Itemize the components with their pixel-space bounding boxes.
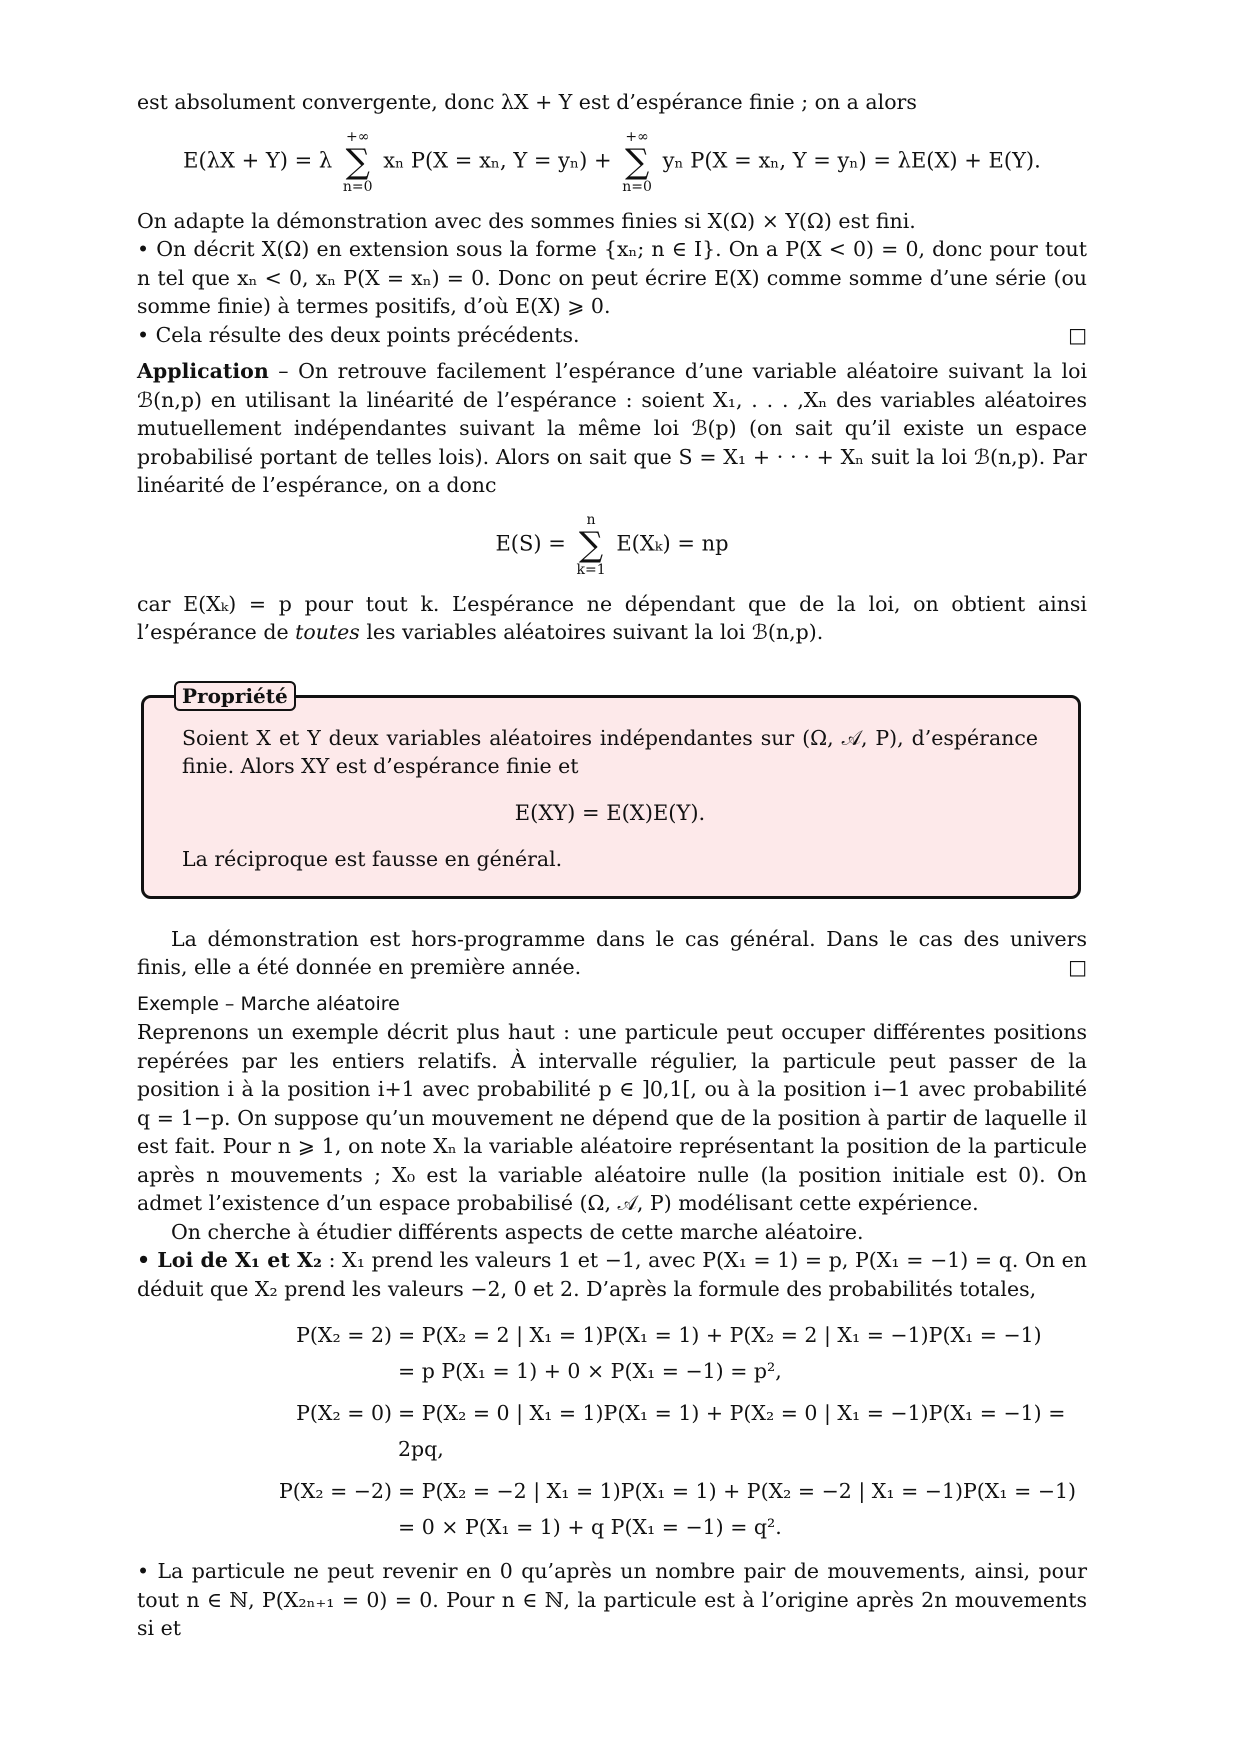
property-box: [141, 683, 1081, 899]
binomial-equation: E(S) = n ∑ k=1 E(Xₖ) = np: [495, 511, 729, 578]
proof-paragraph: La démonstration est hors-programme dans le cas général. Dans le cas des univers finis, elle a été donnée en première année. □: [137, 925, 1087, 982]
qed-symbol: □: [1068, 955, 1087, 979]
eq-mid2: yₙ P(X = xₙ, Y = yₙ) = λE(X) + E(Y).: [662, 148, 1041, 172]
aligned-equations: [137, 1317, 1087, 1545]
monotony-point: • Cela résulte des deux points précédents. □: [137, 321, 1087, 350]
law-label: • Loi de X₁ et X₂: [137, 1248, 322, 1272]
eq-mid1: xₙ P(X = xₙ, Y = yₙ) +: [383, 148, 612, 172]
application-conclusion: car E(Xₖ) = p pour tout k. L’espérance ne dépendant que de la loi, on obtient ainsi l’espérance de toutes les variables aléatoires suivant la loi ℬ(n,p).: [137, 591, 1087, 644]
linearity-equation: [137, 129, 1087, 195]
sum-symbol: +∞ ∑ n=0: [342, 128, 373, 195]
sum-symbol: +∞ ∑ n=0: [622, 128, 652, 195]
equation-row: P(X₂ = 2) = P(X₂ = 2 | X₁ = 1)P(X₁ = 1) + P(X₂ = 2 | X₁ = −1)P(X₁ = −1): [296, 1323, 1042, 1347]
last-paragraph: • La particule ne peut revenir en 0 qu’après un nombre pair de mouvements, ainsi, pour tout n ∈ ℕ, P(X₂ₙ₊₁ = 0) = 0. Pour n ∈ ℕ, la particule est à l’origine après 2n mouvements si et: [137, 1559, 1087, 1640]
page-content: [137, 88, 1087, 1643]
qed-symbol: □: [1068, 322, 1087, 347]
property-equation: E(XY) = E(X)E(Y).: [514, 800, 706, 825]
example-paragraph-2: On cherche à étudier différents aspects de cette marche aléatoire.: [171, 1219, 864, 1244]
example-paragraph-1: Reprenons un exemple décrit plus haut : une particule peut occuper différentes positions repérées par les entiers relatifs. À intervalle régulier, la particule peut passer de la position i à la position i+1 avec probabilité p ∈ ]0,1[, ou à la position i−1 avec probabilité q = 1−p. On suppose qu’un mouvement ne dépend que de la position à partir de laquelle il est fait. Pour n ⩾ 1, on note Xₙ la variable aléatoire représentant la position de la particule après n mouvements ; X₀ est la variable aléatoire nulle (la position initiale est 0). On admet l’existence d’un espace probabilisé (Ω, 𝒜, P) modélisant cette expérience.: [137, 1020, 1087, 1215]
equation-row: = 0 × P(X₁ = 1) + q P(X₁ = −1) = q².: [398, 1515, 782, 1539]
property-title: Propriété: [174, 681, 296, 711]
example-title: Exemple – Marche aléatoire: [137, 992, 400, 1015]
application-label: Application: [137, 359, 269, 383]
intro-line: est absolument convergente, donc λX + Y est d’espérance finie ; on a alors: [137, 90, 917, 114]
law-paragraph: • Loi de X₁ et X₂ : X₁ prend les valeurs 1 et −1, avec P(X₁ = 1) = p, P(X₁ = −1) = q. On en déduit que X₂ prend les valeurs −2, 0 et 2. D’après la formule des probabilités totales,: [137, 1248, 1087, 1301]
sum-symbol: n ∑ k=1: [576, 511, 606, 578]
eq-left: E(λX + Y) = λ: [183, 148, 333, 172]
equation-row: P(X₂ = −2) = P(X₂ = −2 | X₁ = 1)P(X₁ = 1) + P(X₂ = −2 | X₁ = −1)P(X₁ = −1): [278, 1479, 1077, 1503]
application-paragraph: Application – On retrouve facilement l’espérance d’une variable aléatoire suivant la loi ℬ(n,p) en utilisant la linéarité de l’espérance : soient X₁, . . . ,Xₙ des variables aléatoires mutuellement indépendantes suivant la même loi ℬ(p) (on sait qu’il existe un espace probabilisé portant de telles lois). Alors on sait que S = X₁ + · · · + Xₙ suit la loi ℬ(n,p). Par linéarité de l’espérance, on a donc: [137, 359, 1087, 497]
positivity-point: • On décrit X(Ω) en extension sous la forme {xₙ; n ∈ I}. On a P(X < 0) = 0, donc pour tout n tel que xₙ < 0, xₙ P(X = xₙ) = 0. Donc on peut écrire E(X) comme somme d’une série (ou somme finie) à termes positifs, d’où E(X) ⩾ 0.: [137, 237, 1087, 318]
equation-row: P(X₂ = 0) = P(X₂ = 0 | X₁ = 1)P(X₁ = 1) + P(X₂ = 0 | X₁ = −1)P(X₁ = −1) = 2pq,: [296, 1401, 1066, 1461]
finite-note: On adapte la démonstration avec des sommes finies si X(Ω) × Y(Ω) est fini.: [137, 208, 916, 233]
property-text: Soient X et Y deux variables aléatoires indépendantes sur (Ω, 𝒜, P), d’espérance finie. Alors XY est d’espérance finie et: [182, 725, 1038, 778]
property-note: La réciproque est fausse en général.: [182, 847, 563, 871]
equation-row: = p P(X₁ = 1) + 0 × P(X₁ = −1) = p²,: [398, 1359, 782, 1383]
